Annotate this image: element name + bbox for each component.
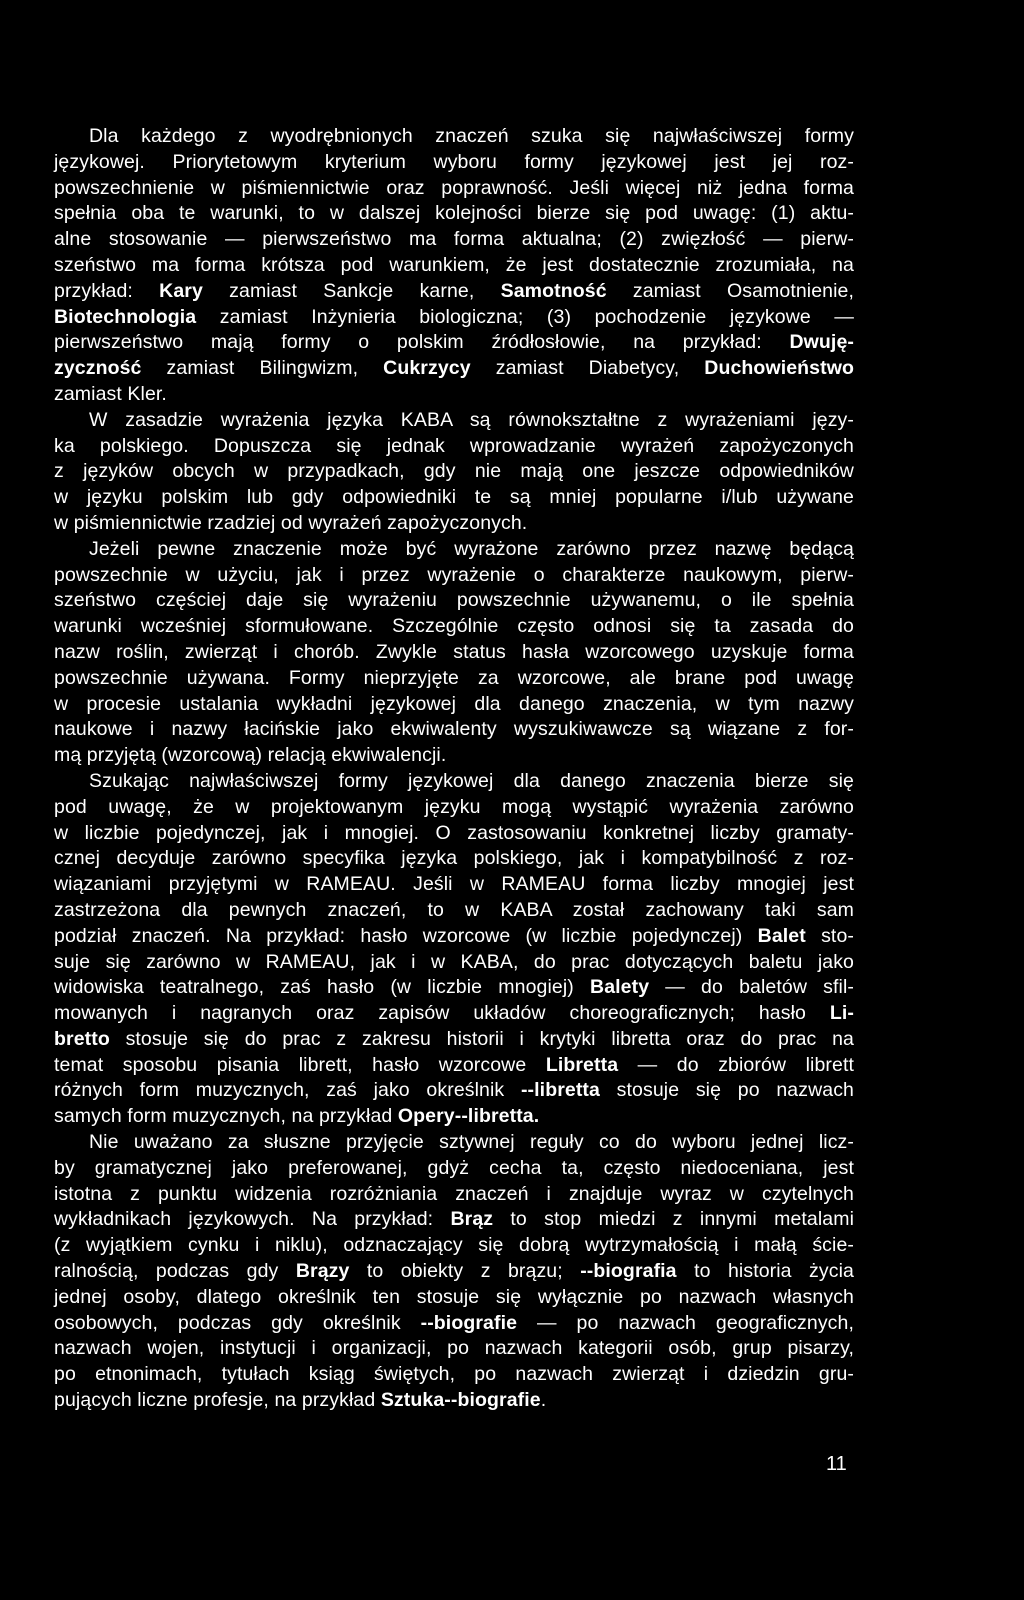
text-line bbox=[54, 459, 854, 485]
text-line bbox=[54, 382, 854, 408]
text-line bbox=[54, 769, 854, 795]
text-segment: w piśmiennictwie rzadziej od wyrażeń zapożyczonych. bbox=[54, 511, 528, 534]
text-segment: w procesie ustalania wykładni językowej dla danego znaczenia, w tym nazwy bbox=[54, 692, 854, 715]
text-segment: to stop miedzi z innymi metalami bbox=[493, 1208, 854, 1231]
text-segment: — do baletów sfil- bbox=[649, 976, 854, 999]
text-segment: po etnonimach, tytułach ksiąg świętych, po nazwach zwierząt i dziedzin gru- bbox=[54, 1363, 854, 1386]
text-segment: zamiast Osamotnienie, bbox=[606, 279, 855, 302]
text-line bbox=[54, 1001, 854, 1027]
text-line bbox=[54, 563, 854, 589]
text-line bbox=[54, 1311, 854, 1337]
text-segment: nazwach wojen, instytucji i organizacji, po nazwach kategorii osób, grup pisarzy, bbox=[54, 1337, 854, 1360]
text-line bbox=[54, 692, 854, 718]
text-segment: stosuje się do prac z zakresu historii i krytyki libretta oraz do prac na bbox=[109, 1027, 854, 1050]
text-segment: pod uwagę, że w projektowanym języku mogą wystąpić wyrażenia zarówno bbox=[54, 795, 854, 818]
text-segment: szeństwo ma forma krótsza pod warunkiem, że jest dostatecznie zrozumiała, na bbox=[54, 253, 854, 276]
text-segment: w języku polskim lub gdy odpowiedniki te są mniej popularne i/lub używane bbox=[54, 486, 854, 509]
text-segment: zamiast Kler. bbox=[54, 382, 167, 405]
text-segment: alne stosowanie — pierwszeństwo ma forma aktualna; (2) zwięzłość — pierw- bbox=[54, 228, 854, 251]
text-segment: mą przyjętą (wzorcową) relacją ekwiwalencji. bbox=[54, 744, 447, 767]
text-segment: stosuje się po nazwach bbox=[599, 1079, 854, 1102]
text-line bbox=[54, 1156, 854, 1182]
text-segment: to historia życia bbox=[676, 1260, 854, 1283]
text-segment: by gramatycznej jako preferowanej, gdyż cecha ta, często niedoceniana, jest bbox=[54, 1156, 854, 1179]
text-segment: Nie uważano za słuszne przyjęcie sztywnej reguły co do wyboru jednej licz- bbox=[89, 1131, 854, 1154]
text-line bbox=[54, 1233, 854, 1259]
bold-term: Brązy bbox=[295, 1260, 350, 1283]
text-line bbox=[54, 1259, 854, 1285]
bold-term: Libretta bbox=[545, 1053, 619, 1076]
text-segment: wykładnikach językowych. Na przykład: bbox=[54, 1208, 451, 1231]
bold-term: --biografia bbox=[580, 1260, 677, 1283]
text-segment: W zasadzie wyrażenia języka KABA są równokształtne z wyrażeniami języ- bbox=[89, 408, 854, 431]
text-line bbox=[54, 846, 854, 872]
text-line bbox=[54, 176, 854, 202]
text-line bbox=[54, 975, 854, 1001]
text-segment: suje się zarówno w RAMEAU, jak i w KABA, do prac dotyczących baletu jako bbox=[54, 950, 854, 973]
text-line bbox=[54, 279, 854, 305]
text-segment: zastrzeżona dla pewnych znaczeń, to w KABA został zachowany taki sam bbox=[54, 898, 854, 921]
text-line bbox=[54, 1285, 854, 1311]
text-line bbox=[54, 150, 854, 176]
text-segment: — do zbiorów librett bbox=[618, 1053, 854, 1076]
text-line bbox=[54, 408, 854, 434]
text-line bbox=[54, 795, 854, 821]
text-segment: ralnością, podczas gdy bbox=[54, 1260, 296, 1283]
text-line bbox=[54, 1104, 854, 1130]
text-segment: . bbox=[540, 1389, 547, 1412]
text-line bbox=[54, 1027, 854, 1053]
text-line bbox=[54, 950, 854, 976]
text-line bbox=[54, 1130, 854, 1156]
text-segment: naukowe i nazwy łacińskie jako ekwiwalenty wyszukiwawcze są wiązane z for- bbox=[54, 718, 854, 741]
text-line bbox=[54, 511, 854, 537]
text-segment: widowiska teatralnego, zaś hasło (w liczbie mnogiej) bbox=[54, 976, 591, 999]
bold-term: --libretta bbox=[520, 1079, 600, 1102]
text-line bbox=[54, 1053, 854, 1079]
bold-term: Li- bbox=[829, 1002, 854, 1025]
text-segment: Dla każdego z wyodrębnionych znaczeń szuka się najwłaściwszej formy bbox=[89, 125, 854, 147]
text-segment: warunki wcześniej sformułowane. Szczególnie często odnosi się ta zasada do bbox=[54, 615, 854, 638]
text-line bbox=[54, 717, 854, 743]
text-line bbox=[54, 640, 854, 666]
text-line bbox=[54, 743, 854, 769]
bold-term: Kary bbox=[159, 279, 203, 302]
text-line bbox=[54, 1182, 854, 1208]
text-segment: zamiast Inżynieria biologiczna; (3) pochodzenie językowe — bbox=[196, 305, 854, 328]
bold-term: Cukrzycy bbox=[383, 357, 471, 380]
text-segment: różnych form muzycznych, zaś jako określnik bbox=[54, 1079, 521, 1102]
text-line bbox=[54, 330, 854, 356]
bold-term: Balety bbox=[590, 976, 650, 999]
text-segment: przykład: bbox=[54, 279, 160, 302]
text-segment: to obiekty z brązu; bbox=[349, 1260, 581, 1283]
bold-term: Duchowieństwo bbox=[704, 357, 855, 380]
bold-term: Brąz bbox=[450, 1208, 494, 1231]
text-segment: cznej decyduje zarówno specyfika języka polskiego, jak i kompatybilność z roz- bbox=[54, 847, 854, 870]
bold-term: Samotność bbox=[500, 279, 607, 302]
text-segment: ka polskiego. Dopuszcza się jednak wprowadzanie wyrażeń zapożyczonych bbox=[54, 434, 854, 457]
text-line bbox=[54, 924, 854, 950]
text-segment: powszechnie używana. Formy nieprzyjęte za wzorcowe, ale brane pod uwagę bbox=[54, 666, 854, 689]
text-line bbox=[54, 356, 854, 382]
text-segment: jednej osoby, dlatego określnik ten stosuje się wyłącznie po nazwach własnych bbox=[54, 1285, 854, 1308]
text-segment: wiązaniami przyjętymi w RAMEAU. Jeśli w RAMEAU forma liczby mnogiej jest bbox=[54, 873, 854, 896]
text-segment: pierwszeństwo mają formy o polskim źródłosłowie, na przykład: bbox=[54, 331, 790, 354]
bold-term: Balet bbox=[757, 924, 806, 947]
text-segment: w liczbie pojedynczej, jak i mnogiej. O zastosowaniu konkretnej liczby gramaty- bbox=[54, 821, 854, 844]
text-line bbox=[54, 305, 854, 331]
text-line bbox=[54, 872, 854, 898]
text-segment: mowanych i nagranych oraz zapisów układów choreograficznych; hasło bbox=[54, 1002, 830, 1025]
text-line bbox=[54, 201, 854, 227]
text-line bbox=[54, 666, 854, 692]
text-segment: istotna z punktu widzenia rozróżniania znaczeń i znajduje wyraz w czytelnych bbox=[54, 1182, 854, 1205]
text-line bbox=[54, 1388, 854, 1414]
bold-term: --biografie bbox=[420, 1311, 518, 1334]
text-segment: temat sposobu pisania librett, hasło wzorcowe bbox=[54, 1053, 546, 1076]
text-segment: Szukając najwłaściwszej formy językowej dla danego znaczenia bierze się bbox=[89, 769, 854, 792]
text-line bbox=[54, 253, 854, 279]
text-line bbox=[54, 1336, 854, 1362]
bold-term: zyczność bbox=[54, 357, 142, 380]
text-segment: podział znaczeń. Na przykład: hasło wzorcowe (w liczbie pojedynczej) bbox=[54, 924, 758, 947]
bold-term: Sztuka--biografie bbox=[380, 1389, 541, 1412]
text-segment: szeństwo częściej daje się wyrażeniu powszechnie używanemu, o ile spełnia bbox=[54, 589, 854, 612]
text-line bbox=[54, 485, 854, 511]
bold-term: bretto bbox=[54, 1027, 110, 1050]
text-segment: językowej. Priorytetowym kryterium wyboru formy językowej jest jej roz- bbox=[54, 150, 854, 173]
text-segment: pujących liczne profesje, na przykład bbox=[54, 1389, 381, 1412]
text-line bbox=[54, 537, 854, 563]
text-line bbox=[54, 588, 854, 614]
text-segment: — po nazwach geograficznych, bbox=[517, 1311, 854, 1334]
text-line bbox=[54, 227, 854, 253]
text-line bbox=[54, 434, 854, 460]
document-body bbox=[54, 124, 854, 1414]
text-segment: powszechnienie w piśmiennictwie oraz poprawność. Jeśli więcej niż jedna forma bbox=[54, 176, 854, 199]
text-line bbox=[54, 1078, 854, 1104]
text-segment: zamiast Bilingwizm, bbox=[141, 357, 384, 380]
text-segment: (z wyjątkiem cynku i niklu), odznaczający się dobrą wytrzymałością i małą ście- bbox=[54, 1234, 854, 1257]
text-line bbox=[54, 124, 854, 150]
text-segment: zamiast Sankcje karne, bbox=[202, 279, 501, 302]
text-line bbox=[54, 614, 854, 640]
text-segment: osobowych, podczas gdy określnik bbox=[54, 1311, 421, 1334]
text-segment: spełnia oba te warunki, to w dalszej kolejności bierze się pod uwagę: (1) aktu- bbox=[54, 202, 854, 225]
text-segment: sto- bbox=[805, 924, 854, 947]
text-line bbox=[54, 821, 854, 847]
text-segment: nazw roślin, zwierząt i chorób. Zwykle status hasła wzorcowego uzyskuje forma bbox=[54, 640, 854, 663]
text-segment: zamiast Diabetycy, bbox=[470, 357, 705, 380]
text-line bbox=[54, 898, 854, 924]
text-segment: samych form muzycznych, na przykład bbox=[54, 1105, 398, 1128]
text-segment: z języków obcych w przypadkach, gdy nie mają one jeszcze odpowiedników bbox=[54, 460, 854, 483]
text-segment: powszechnie w użyciu, jak i przez wyrażenie o charakterze naukowym, pierw- bbox=[54, 563, 854, 586]
bold-term: Opery--libretta. bbox=[397, 1105, 540, 1128]
text-line bbox=[54, 1362, 854, 1388]
bold-term: Dwuję- bbox=[789, 331, 854, 354]
page-number: 11 bbox=[826, 1453, 847, 1475]
text-line bbox=[54, 1207, 854, 1233]
bold-term: Biotechnologia bbox=[54, 305, 197, 328]
text-segment: Jeżeli pewne znaczenie może być wyrażone zarówno przez nazwę będącą bbox=[89, 537, 854, 560]
